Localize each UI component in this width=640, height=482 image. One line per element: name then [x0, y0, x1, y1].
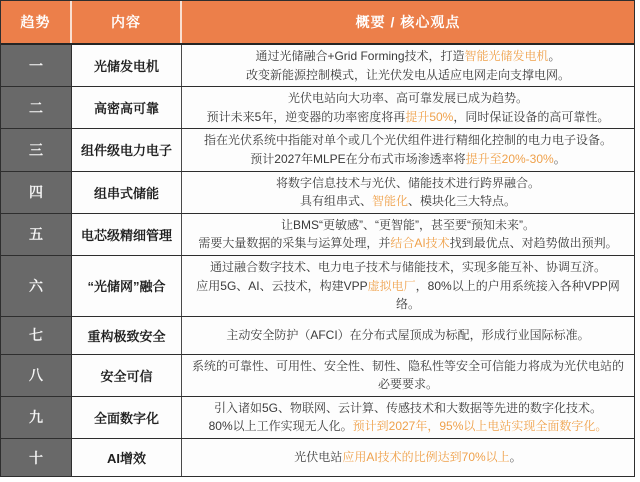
- summary-line: [198, 234, 617, 253]
- table-row: [1, 255, 634, 316]
- trend-number-cell: 二: [1, 87, 72, 128]
- trend-summary-cell: [182, 439, 634, 476]
- trend-label-cell: 全面数字化: [72, 397, 182, 438]
- plain-text: 改变新能源控制模式，让光伏发电从适应电网走向支撑电网。: [245, 67, 570, 82]
- highlighted-text: 智能化: [371, 194, 408, 209]
- summary-line: [255, 47, 560, 66]
- highlighted-text: 虚拟电厂: [367, 278, 416, 293]
- trend-summary-cell: [182, 317, 634, 354]
- trend-summary-cell: [182, 129, 634, 170]
- trend-number-cell: 五: [1, 214, 72, 255]
- table-row: [1, 316, 634, 354]
- trend-summary-cell: [182, 397, 634, 438]
- plain-text: 具有组串式、: [299, 194, 372, 209]
- highlighted-text: 预计到2027年，95%以上电站实现全面数字化。: [352, 419, 608, 434]
- trend-label-cell: 高密高可靠: [72, 87, 182, 128]
- table-header-row: [1, 1, 634, 45]
- summary-line: [246, 66, 570, 85]
- plain-text: 系统的可靠性、可用性、安全性、韧性、隐私性等安全可信能力将成为光伏电站的必要要求。: [191, 358, 624, 392]
- highlighted-text: 结合AI技术: [390, 236, 450, 251]
- plain-text: 。: [509, 450, 522, 465]
- table-row: [1, 45, 634, 86]
- trend-number-cell: 十: [1, 439, 72, 476]
- table-row: [1, 86, 634, 128]
- plain-text: 需要大量数据的采集与运算处理，并: [198, 236, 391, 251]
- table-row: [1, 128, 634, 170]
- summary-line: [250, 150, 565, 169]
- summary-line: [204, 131, 612, 150]
- summary-line: [210, 258, 606, 277]
- plain-text: 80%以上工作实现无人化。: [208, 419, 353, 434]
- summary-line: [226, 326, 589, 345]
- trend-number-cell: 一: [1, 45, 72, 86]
- trend-summary-cell: [182, 172, 634, 213]
- summary-line: [214, 399, 602, 418]
- table-row: [1, 213, 634, 255]
- trend-number-cell: 三: [1, 129, 72, 170]
- trend-label-cell: 光储发电机: [72, 45, 182, 86]
- trend-number-cell: 四: [1, 172, 72, 213]
- trend-label-cell: 组件级电力电子: [72, 129, 182, 170]
- summary-line: [209, 417, 608, 436]
- plain-text: ，同时保证设备的高可靠性。: [453, 109, 610, 124]
- header-trend: 趋势: [1, 1, 72, 43]
- plain-text: 。: [553, 151, 566, 166]
- summary-line: [207, 108, 610, 127]
- trend-number-cell: 九: [1, 397, 72, 438]
- plain-text: 。: [548, 49, 561, 63]
- trend-label-cell: 组串式储能: [72, 172, 182, 213]
- trend-label-cell: 重构极致安全: [72, 317, 182, 354]
- highlighted-text: 提升至20%-30%: [465, 151, 554, 166]
- trend-summary-cell: [182, 214, 634, 255]
- highlighted-text: 智能光储发电机: [464, 49, 549, 63]
- highlighted-text: 提升50%: [405, 109, 454, 124]
- trend-summary-cell: [182, 45, 634, 86]
- header-content: 内容: [72, 1, 182, 43]
- plain-text: 应用5G、AI、云技术，构建VPP: [196, 278, 368, 293]
- highlighted-text: 应用AI技术的比例达到70%以上: [342, 450, 510, 465]
- plain-text: 引入诸如5G、物联网、云计算、传感技术和大数据等先进的数字化技术。: [213, 400, 602, 415]
- summary-line: [188, 357, 628, 394]
- table-row: [1, 171, 634, 213]
- trend-label-cell: “光储网”融合: [72, 256, 182, 316]
- table-body: [1, 45, 634, 476]
- trend-label-cell: AI增效: [72, 439, 182, 476]
- summary-line: [281, 216, 535, 235]
- table-row: [1, 438, 634, 476]
- summary-line: [276, 174, 540, 193]
- trend-summary-cell: [182, 355, 634, 396]
- summary-line: [288, 89, 528, 108]
- summary-line: [300, 192, 516, 211]
- plain-text: 通过光储融合+Grid Forming技术，打造: [255, 49, 465, 63]
- plain-text: ，80%以上的户用系统接入各种VPP网络。: [395, 278, 620, 312]
- plain-text: 预计未来5年，逆变器的功率密度将再: [206, 109, 406, 124]
- table-row: [1, 396, 634, 438]
- plain-text: 光伏电站向大功率、高可靠发展已成为趋势。: [287, 91, 528, 106]
- trend-number-cell: 六: [1, 256, 72, 316]
- plain-text: 预计2027年MLPE在分布式市场渗透率将: [250, 151, 466, 166]
- summary-line: [294, 448, 521, 467]
- trend-summary-cell: [182, 256, 634, 316]
- trend-number-cell: 八: [1, 355, 72, 396]
- plain-text: 指在光伏系统中指能对单个或几个光伏组件进行精细化控制的电力电子设备。: [203, 133, 612, 148]
- plain-text: 找到最优点、对趋势做出预判。: [449, 236, 618, 251]
- plain-text: 光伏电站: [294, 450, 343, 465]
- header-summary: 概要 / 核心观点: [355, 14, 461, 30]
- trend-label-cell: 安全可信: [72, 355, 182, 396]
- plain-text: 让BMS“更敏感”、“更智能”，甚至要“预知未来”。: [281, 217, 535, 232]
- table-row: [1, 354, 634, 396]
- plain-text: 将数字信息技术与光伏、储能技术进行跨界融合。: [275, 175, 540, 190]
- trend-label-cell: 电芯级精细管理: [72, 214, 182, 255]
- summary-line: [188, 277, 628, 314]
- trend-summary-cell: [182, 87, 634, 128]
- trend-number-cell: 七: [1, 317, 72, 354]
- plain-text: 主动安全防护（AFCI）在分布式屋顶成为标配，形成行业国际标准。: [226, 327, 590, 342]
- plain-text: 通过融合数字技术、电力电子技术与储能技术，实现多能互补、协调互济。: [209, 259, 606, 274]
- plain-text: 、模块化三大特点。: [408, 194, 517, 209]
